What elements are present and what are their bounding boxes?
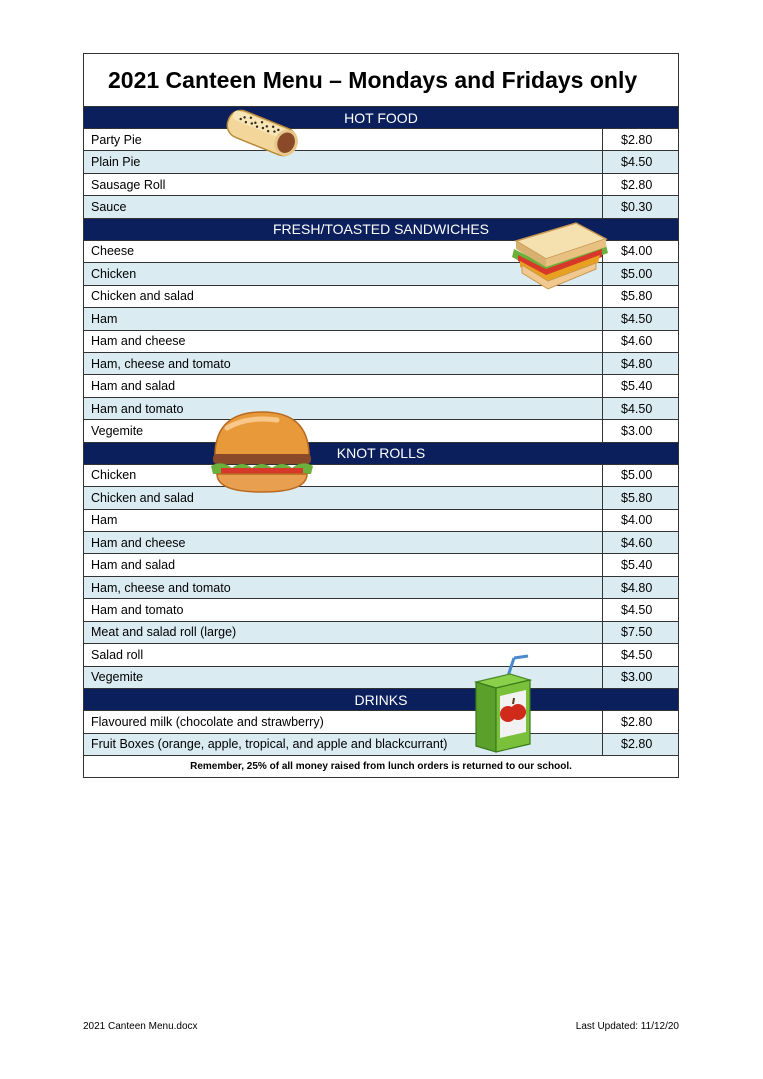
menu-item-row bbox=[84, 464, 678, 486]
item-name: Meat and salad roll (large) bbox=[91, 625, 237, 640]
footer-filename: 2021 Canteen Menu.docx bbox=[83, 1021, 198, 1032]
menu-item-row bbox=[84, 374, 678, 396]
item-name: Chicken and salad bbox=[91, 490, 194, 505]
menu-item-row bbox=[84, 128, 678, 150]
menu-item-row bbox=[84, 150, 678, 172]
item-name: Chicken and salad bbox=[91, 289, 194, 304]
menu-item-row bbox=[84, 173, 678, 195]
item-price: $2.80 bbox=[602, 174, 678, 195]
item-name: Ham and tomato bbox=[91, 401, 184, 416]
menu-item-row bbox=[84, 621, 678, 643]
item-price: $4.80 bbox=[602, 577, 678, 598]
item-price: $0.30 bbox=[602, 196, 678, 217]
item-name: Sauce bbox=[91, 200, 127, 215]
menu-item-row bbox=[84, 195, 678, 217]
section-header: KNOT ROLLS bbox=[84, 442, 678, 464]
item-name: Ham, cheese and tomato bbox=[91, 580, 231, 595]
item-price: $5.80 bbox=[602, 286, 678, 307]
item-price: $5.00 bbox=[602, 465, 678, 486]
item-name: Cheese bbox=[91, 244, 135, 259]
item-price: $4.50 bbox=[602, 398, 678, 419]
menu-item-row bbox=[84, 330, 678, 352]
menu-body bbox=[84, 106, 678, 755]
item-price: $4.50 bbox=[602, 151, 678, 172]
item-name: Ham and cheese bbox=[91, 334, 186, 349]
sandwich-icon bbox=[506, 219, 612, 291]
footer-last-updated: Last Updated: 11/12/20 bbox=[575, 1021, 679, 1032]
item-name: Vegemite bbox=[91, 423, 144, 438]
item-name: Vegemite bbox=[91, 670, 144, 685]
item-price: $5.40 bbox=[602, 375, 678, 396]
menu-item-row bbox=[84, 509, 678, 531]
item-name: Ham and salad bbox=[91, 379, 176, 394]
item-price: $4.60 bbox=[602, 331, 678, 352]
item-name: Ham and cheese bbox=[91, 535, 186, 550]
item-name: Plain Pie bbox=[91, 155, 141, 170]
menu-item-row bbox=[84, 666, 678, 688]
item-price: $2.80 bbox=[602, 129, 678, 150]
item-name: Salad roll bbox=[91, 647, 144, 662]
item-name: Ham bbox=[91, 311, 118, 326]
item-name: Ham and salad bbox=[91, 558, 176, 573]
item-price: $3.00 bbox=[602, 667, 678, 688]
item-name: Ham, cheese and tomato bbox=[91, 356, 231, 371]
menu-item-row bbox=[84, 307, 678, 329]
item-price: $4.50 bbox=[602, 599, 678, 620]
menu-item-row bbox=[84, 576, 678, 598]
item-name: Ham and tomato bbox=[91, 603, 184, 618]
item-price: $5.00 bbox=[602, 263, 678, 284]
canteen-menu-table bbox=[83, 53, 679, 778]
item-price: $2.80 bbox=[602, 711, 678, 732]
menu-item-row bbox=[84, 486, 678, 508]
menu-item-row bbox=[84, 710, 678, 732]
item-price: $4.00 bbox=[602, 241, 678, 262]
menu-item-row bbox=[84, 352, 678, 374]
item-price: $4.80 bbox=[602, 353, 678, 374]
section-header: HOT FOOD bbox=[84, 106, 678, 128]
item-name: Chicken bbox=[91, 266, 137, 281]
item-name: Party Pie bbox=[91, 132, 142, 147]
menu-title: 2021 Canteen Menu – Mondays and Fridays only bbox=[108, 66, 638, 93]
item-price: $4.00 bbox=[602, 510, 678, 531]
item-price: $5.40 bbox=[602, 554, 678, 575]
item-price: $4.60 bbox=[602, 532, 678, 553]
menu-item-row bbox=[84, 598, 678, 620]
item-price: $4.50 bbox=[602, 644, 678, 665]
menu-item-row bbox=[84, 397, 678, 419]
item-price: $4.50 bbox=[602, 308, 678, 329]
item-name: Fruit Boxes (orange, apple, tropical, and apple and blackcurrant) bbox=[91, 737, 448, 752]
burger-icon bbox=[207, 408, 317, 498]
menu-item-row bbox=[84, 733, 678, 755]
section-header: FRESH/TOASTED SANDWICHES bbox=[84, 218, 678, 240]
item-price: $5.80 bbox=[602, 487, 678, 508]
menu-item-row bbox=[84, 531, 678, 553]
item-name: Chicken bbox=[91, 468, 137, 483]
item-price: $3.00 bbox=[602, 420, 678, 441]
item-price: $2.80 bbox=[602, 734, 678, 755]
item-name: Flavoured milk (chocolate and strawberry) bbox=[91, 714, 324, 729]
menu-item-row bbox=[84, 419, 678, 441]
sausage-roll-icon bbox=[220, 103, 304, 163]
item-price: $7.50 bbox=[602, 622, 678, 643]
menu-item-row bbox=[84, 553, 678, 575]
note: Remember, 25% of all money raised from lunch orders is returned to our school. bbox=[84, 755, 678, 777]
section-header: DRINKS bbox=[84, 688, 678, 710]
juice-box-icon bbox=[472, 652, 536, 754]
item-name: Sausage Roll bbox=[91, 177, 166, 192]
menu-item-row bbox=[84, 643, 678, 665]
item-name: Ham bbox=[91, 513, 118, 528]
